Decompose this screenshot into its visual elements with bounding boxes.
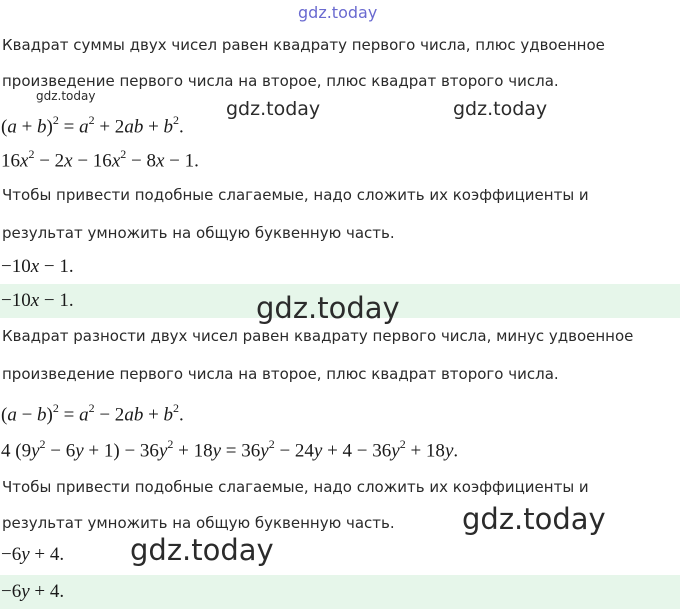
answer-text: −6y + 4.	[1, 581, 65, 602]
result-line: −6y + 4.	[1, 544, 65, 565]
watermark-mid-left: gdz.today	[226, 98, 321, 120]
watermark-small: gdz.today	[36, 89, 96, 103]
watermark-large: gdz.today	[462, 502, 606, 536]
combine-text-line1: Чтобы привести подобные слагаемые, надо сложить их коэффициенты и	[2, 186, 589, 204]
result-line: −10x − 1.	[1, 256, 74, 277]
rule-text-line2: произведение первого числа на второе, плюс квадрат второго числа.	[2, 72, 559, 90]
expansion-line: 4 $(9y^2 - 6y + 1) - 36y^2 + 18y = 36y^2 - 24y + 4 - 36y^2 + 18y$.	[1, 437, 459, 462]
combine-text-line1: Чтобы привести подобные слагаемые, надо сложить их коэффициенты и	[2, 478, 589, 496]
combine-text-line2: результат умножить на общую буквенную часть.	[2, 224, 395, 242]
formula-diff-square: $(a - b)^2 = a^2 - 2ab + b^2$.	[1, 401, 184, 426]
answer-box	[0, 575, 680, 609]
formula-sum-square: $(a + b)^2 = a^2 + 2ab + b^2$.	[1, 113, 184, 138]
rule-text-line2: произведение первого числа на второе, плюс квадрат второго числа.	[2, 365, 559, 383]
answer-text: −10x − 1.	[1, 290, 74, 311]
rule-text-line1: Квадрат суммы двух чисел равен квадрату первого числа, плюс удвоенное	[2, 36, 605, 54]
rule-text-line1: Квадрат разности двух чисел равен квадрату первого числа, минус удвоенное	[2, 327, 634, 345]
watermark-mid-right: gdz.today	[453, 98, 548, 120]
watermark-large: gdz.today	[130, 533, 274, 567]
watermark-top: gdz.today	[298, 3, 378, 22]
watermark-large: gdz.today	[256, 291, 400, 325]
combine-text-line2: результат умножить на общую буквенную часть.	[2, 514, 395, 532]
expansion-line: $16x^2 - 2x - 16x^2 - 8x - 1$.	[1, 147, 199, 172]
